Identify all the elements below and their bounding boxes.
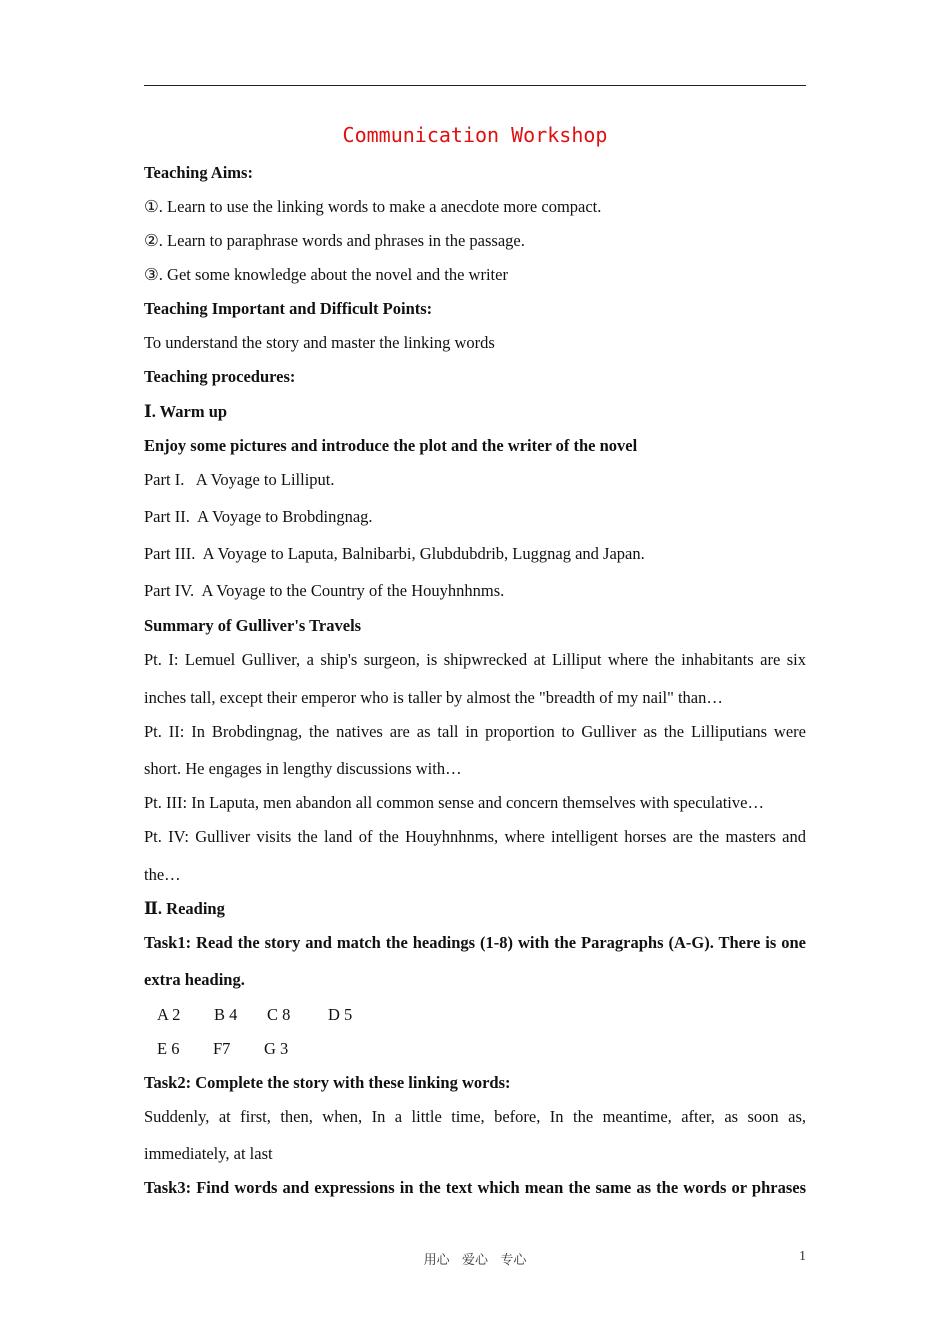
linking-words-line1: Suddenly, at first, then, when, In a little time, before, In the meantime, after, as soon as, bbox=[144, 1107, 806, 1126]
answer-item: C 8 bbox=[267, 1005, 291, 1024]
part-item: Part I. A Voyage to Lilliput. bbox=[144, 470, 335, 489]
answer-item: F7 bbox=[213, 1039, 231, 1058]
summary-pt2-line2: short. He engages in lengthy discussions with… bbox=[144, 759, 462, 778]
points-heading: Teaching Important and Difficult Points: bbox=[144, 299, 433, 318]
part-item: Part IV. A Voyage to the Country of the Houyhnhnms. bbox=[144, 581, 505, 600]
task1-line1: Task1: Read the story and match the headings (1-8) with the Paragraphs (A-G). There is one bbox=[144, 933, 806, 952]
header-rule bbox=[144, 85, 806, 86]
linking-words-line2: immediately, at last bbox=[144, 1144, 273, 1163]
summary-pt1-line2: inches tall, except their emperor who is taller by almost the "breadth of my nail" than… bbox=[144, 688, 723, 707]
answer-item: B 4 bbox=[214, 1005, 238, 1024]
summary-pt1-line1: Pt. I: Lemuel Gulliver, a ship's surgeon, is shipwrecked at Lilliput where the inhabitants are six bbox=[144, 650, 806, 669]
task3-heading: Task3: Find words and expressions in the text which mean the same as the words or phrases bbox=[144, 1178, 806, 1197]
task1-line2: extra heading. bbox=[144, 970, 245, 989]
summary-pt3: Pt. III: In Laputa, men abandon all common sense and concern themselves with speculative… bbox=[144, 793, 764, 812]
aim-item: ①. Learn to use the linking words to make a anecdote more compact. bbox=[144, 197, 602, 216]
page-title: Communication Workshop bbox=[342, 123, 608, 147]
summary-heading: Summary of Gulliver's Travels bbox=[144, 616, 362, 635]
summary-pt4-line2: the… bbox=[144, 865, 181, 884]
footer-motto: 用心 爱心 专心 bbox=[423, 1253, 527, 1268]
reading-heading: Ⅱ. Reading bbox=[144, 899, 225, 918]
summary-pt2-line1: Pt. II: In Brobdingnag, the natives are as tall in proportion to Gulliver as the Lilliputians were bbox=[144, 722, 806, 741]
answer-item: D 5 bbox=[328, 1005, 353, 1024]
part-item: Part III. A Voyage to Laputa, Balnibarbi, Glubdubdrib, Luggnag and Japan. bbox=[144, 544, 645, 563]
points-text: To understand the story and master the linking words bbox=[144, 333, 495, 352]
page-number: 1 bbox=[799, 1249, 806, 1264]
answer-item: G 3 bbox=[264, 1039, 289, 1058]
aim-item: ③. Get some knowledge about the novel and the writer bbox=[144, 265, 508, 284]
aims-heading: Teaching Aims: bbox=[144, 163, 253, 182]
summary-pt4-line1: Pt. IV: Gulliver visits the land of the Houyhnhnms, where intelligent horses are the masters and bbox=[144, 827, 806, 846]
task2-heading: Task2: Complete the story with these linking words: bbox=[144, 1073, 511, 1092]
procedures-heading: Teaching procedures: bbox=[144, 367, 296, 386]
aim-item: ②. Learn to paraphrase words and phrases in the passage. bbox=[144, 231, 525, 250]
warmup-heading: Ⅰ. Warm up bbox=[144, 402, 228, 421]
warmup-subheading: Enjoy some pictures and introduce the plot and the writer of the novel bbox=[144, 436, 638, 455]
part-item: Part II. A Voyage to Brobdingnag. bbox=[144, 507, 373, 526]
answer-item: E 6 bbox=[157, 1039, 180, 1058]
answer-item: A 2 bbox=[157, 1005, 181, 1024]
